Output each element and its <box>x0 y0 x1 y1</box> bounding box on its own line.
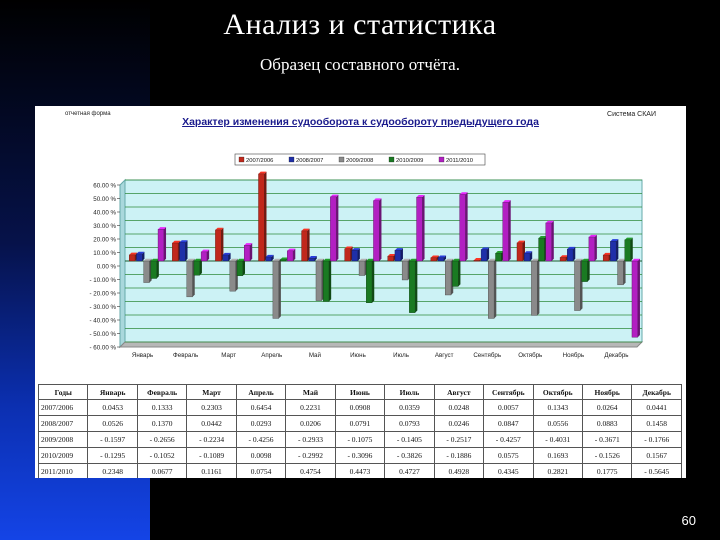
bar <box>366 261 372 303</box>
table-cell: 0.2348 <box>88 464 137 479</box>
x-tick-label: Октябрь <box>518 352 543 359</box>
y-tick-label: 0.00 % <box>96 263 116 271</box>
legend-swatch <box>339 157 344 162</box>
table-header-cell: Июль <box>385 385 434 400</box>
table-cell: 0.1343 <box>533 400 582 416</box>
bar <box>244 245 250 261</box>
x-tick-label: Июль <box>393 352 409 359</box>
bar-side <box>336 195 338 261</box>
bar <box>417 197 423 261</box>
bar <box>345 249 351 261</box>
table-cell: - 0.2992 <box>286 448 335 464</box>
table-cell: 0.1333 <box>137 400 186 416</box>
table-cell: 0.0248 <box>434 400 483 416</box>
table-cell: 0.1370 <box>137 416 186 432</box>
bar <box>618 261 624 285</box>
table-cell: 0.0556 <box>533 416 582 432</box>
x-tick-label: Январь <box>131 352 154 359</box>
table-cell: 0.4928 <box>434 464 483 479</box>
bar-chart <box>35 106 686 378</box>
bar-side <box>200 259 202 275</box>
y-tick-label: 40.00 % <box>93 209 116 217</box>
table-cell: - 0.1526 <box>582 448 631 464</box>
report-title: Характер изменения судооборота к судообороту предыдущего года <box>182 116 539 128</box>
bar <box>560 257 566 261</box>
legend-label: 2010/2009 <box>396 158 424 165</box>
table-cell: - 0.3096 <box>335 448 384 464</box>
bar <box>531 261 537 315</box>
bar-side <box>243 259 245 276</box>
table-cell: 0.0908 <box>335 400 384 416</box>
bar <box>409 261 415 313</box>
table-cell: 0.2303 <box>187 400 236 416</box>
table-cell: - 0.2517 <box>434 432 483 448</box>
bar <box>194 261 200 275</box>
bar <box>316 261 322 301</box>
bar-side <box>458 259 460 287</box>
bar-side <box>509 200 511 261</box>
y-tick-label: 60.00 % <box>93 182 116 190</box>
report-panel <box>35 106 686 478</box>
table-cell: 0.0246 <box>434 416 483 432</box>
y-tick-label: 20.00 % <box>93 236 116 244</box>
bar <box>287 251 293 261</box>
table-cell: - 0.2656 <box>137 432 186 448</box>
table-cell: 0.1567 <box>632 448 682 464</box>
table-cell: - 0.1766 <box>632 432 682 448</box>
legend-swatch <box>389 157 394 162</box>
table-header-row <box>39 385 682 400</box>
bar <box>503 202 509 261</box>
table-cell: 0.4727 <box>385 464 434 479</box>
bar <box>574 261 580 311</box>
bar <box>445 261 451 295</box>
table-cell: - 0.2234 <box>187 432 236 448</box>
table-cell: 0.0883 <box>582 416 631 432</box>
bar <box>280 260 286 261</box>
x-tick-label: Февраль <box>173 352 199 359</box>
table-cell: - 0.3826 <box>385 448 434 464</box>
bar <box>172 243 178 261</box>
legend-swatch <box>289 157 294 162</box>
bar-side <box>379 198 381 261</box>
bar <box>187 261 193 297</box>
x-tick-label: Август <box>434 352 454 359</box>
bar <box>309 258 315 261</box>
table-cell: 0.0791 <box>335 416 384 432</box>
x-tick-label: Апрель <box>261 352 283 359</box>
bar-side <box>487 247 489 261</box>
legend-swatch <box>239 157 244 162</box>
y-tick-label: 30.00 % <box>93 223 116 230</box>
table-header-cell: Сентябрь <box>484 385 533 400</box>
bar <box>237 261 243 276</box>
table-cell: 0.0264 <box>582 400 631 416</box>
bar <box>201 252 207 261</box>
table-cell: 0.4473 <box>335 464 384 479</box>
table-cell: 0.4345 <box>484 464 533 479</box>
slide-subtitle: Образец составного отчёта. <box>260 55 460 74</box>
slide-title: Анализ и статистика <box>223 8 497 41</box>
bar-side <box>631 238 633 261</box>
table-cell: - 0.1405 <box>385 432 434 448</box>
table-cell: 0.0677 <box>137 464 186 479</box>
bar <box>481 250 487 261</box>
bar <box>373 201 379 261</box>
table-cell: - 0.1295 <box>88 448 137 464</box>
table-header-cell: Апрель <box>236 385 285 400</box>
table-cell: 0.0057 <box>484 400 533 416</box>
y-tick-label: - 50.00 % <box>89 331 116 338</box>
bar <box>302 231 308 261</box>
bar <box>452 261 458 286</box>
bar <box>158 229 164 261</box>
bar <box>395 250 401 261</box>
x-tick-label: Март <box>221 352 237 359</box>
bar <box>180 243 186 261</box>
chart-floor <box>120 342 642 347</box>
bar-side <box>422 195 424 261</box>
table-cell: 0.0293 <box>236 416 285 432</box>
bar <box>266 257 272 261</box>
table-cell: 0.0847 <box>484 416 533 432</box>
table-row <box>39 448 682 464</box>
bar <box>546 223 552 261</box>
table-row <box>39 400 682 416</box>
bar-side <box>638 259 640 337</box>
bar-side <box>250 243 252 261</box>
bar <box>215 230 221 261</box>
bar-side <box>587 259 589 282</box>
legend-label: 2009/2008 <box>346 158 374 165</box>
bar <box>603 255 609 261</box>
table-cell: 0.0453 <box>88 400 137 416</box>
bar-side <box>465 192 467 261</box>
table-cell: 0.1693 <box>533 448 582 464</box>
bar-side <box>264 172 266 261</box>
bar-side <box>307 229 309 261</box>
bar <box>273 261 279 318</box>
bar <box>151 261 157 278</box>
table-cell: - 0.1052 <box>137 448 186 464</box>
table-row <box>39 464 682 479</box>
bar-side <box>595 235 597 261</box>
bar <box>352 250 358 261</box>
table-cell: 0.0575 <box>484 448 533 464</box>
table-cell: - 0.5645 <box>632 464 682 479</box>
bar <box>539 238 545 261</box>
bar <box>129 255 135 261</box>
bar <box>460 194 466 261</box>
table-cell: 0.2821 <box>533 464 582 479</box>
table-cell: - 0.1597 <box>88 432 137 448</box>
bar-side <box>157 259 159 279</box>
table-row <box>39 416 682 432</box>
table-cell: 0.0359 <box>385 400 434 416</box>
bar <box>223 255 229 261</box>
page-number: 60 <box>681 513 696 528</box>
bar-side <box>185 240 187 261</box>
legend-label: 2011/2010 <box>446 158 473 165</box>
bar-side <box>329 259 331 302</box>
table-row <box>39 432 682 448</box>
bar-side <box>573 247 575 261</box>
bar <box>144 261 150 283</box>
bar <box>431 258 437 261</box>
table-header-cell: Ноябрь <box>582 385 631 400</box>
table-cell: - 0.4257 <box>484 432 533 448</box>
y-tick-label: - 40.00 % <box>89 317 116 325</box>
table-cell: 0.0754 <box>236 464 285 479</box>
table-cell: 0.0206 <box>286 416 335 432</box>
report-header-left: отчетная форма <box>65 111 111 117</box>
bar <box>524 253 530 261</box>
table-row-label: 2007/2006 <box>39 400 88 416</box>
bar <box>230 261 236 291</box>
bar <box>136 254 142 261</box>
table-header-cell: Июнь <box>335 385 384 400</box>
table-header-cell: Февраль <box>137 385 186 400</box>
table-row-label: 2011/2010 <box>39 464 88 479</box>
x-tick-label: Май <box>308 352 321 359</box>
table-cell: 0.6454 <box>236 400 285 416</box>
table-header-cell: Март <box>187 385 236 400</box>
table-body <box>39 400 682 479</box>
bar <box>582 261 588 282</box>
bar <box>589 237 595 261</box>
table-header-cell: Декабрь <box>632 385 682 400</box>
data-table <box>38 384 682 478</box>
bar <box>330 197 336 261</box>
bar-side <box>415 259 417 313</box>
table-cell: 0.4754 <box>286 464 335 479</box>
y-tick-label: 50.00 % <box>93 196 116 203</box>
bar <box>438 258 444 261</box>
legend-label: 2008/2007 <box>296 158 324 165</box>
table-cell: - 0.1886 <box>434 448 483 464</box>
bar-side <box>552 221 554 261</box>
table-row-label: 2008/2007 <box>39 416 88 432</box>
table-header-cell: Май <box>286 385 335 400</box>
bar <box>625 240 631 261</box>
bar <box>632 261 638 337</box>
x-tick-label: Ноябрь <box>562 352 585 359</box>
table-cell: - 0.4256 <box>236 432 285 448</box>
table-cell: 0.1161 <box>187 464 236 479</box>
bar <box>567 249 573 261</box>
y-tick-label: - 30.00 % <box>89 304 116 311</box>
table-row-label: 2009/2008 <box>39 432 88 448</box>
bar-side <box>372 259 374 303</box>
table-cell: 0.1458 <box>632 416 682 432</box>
table-cell: 0.1775 <box>582 464 631 479</box>
y-tick-label: 10.00 % <box>93 250 116 257</box>
y-tick-label: - 60.00 % <box>89 344 116 352</box>
table-cell: - 0.2933 <box>286 432 335 448</box>
x-tick-label: Декабрь <box>604 352 629 359</box>
table-cell: 0.0098 <box>236 448 285 464</box>
bar-side <box>279 259 281 319</box>
table-header-cell: Октябрь <box>533 385 582 400</box>
table-cell: 0.0441 <box>632 400 682 416</box>
chart-side-wall <box>120 180 125 347</box>
bar <box>610 241 616 261</box>
table-cell: - 0.4031 <box>533 432 582 448</box>
report-header-right: Система СКАИ <box>607 111 656 118</box>
table-cell: 0.0442 <box>187 416 236 432</box>
bar-side <box>537 259 539 316</box>
bar <box>474 260 480 261</box>
bar-side <box>358 248 360 261</box>
bar-side <box>623 259 625 285</box>
bar <box>402 261 408 280</box>
y-tick-label: - 20.00 % <box>89 290 116 298</box>
bar-side <box>494 259 496 319</box>
bar <box>517 243 523 261</box>
x-tick-label: Сентябрь <box>473 352 502 359</box>
bar <box>323 261 329 301</box>
bar-side <box>401 248 403 261</box>
table-row-label: 2010/2009 <box>39 448 88 464</box>
table-cell: 0.0526 <box>88 416 137 432</box>
table-cell: - 0.1075 <box>335 432 384 448</box>
legend-swatch <box>439 157 444 162</box>
table-cell: 0.2231 <box>286 400 335 416</box>
x-tick-label: Июнь <box>350 352 366 359</box>
table-cell: 0.0793 <box>385 416 434 432</box>
table-cell: - 0.1089 <box>187 448 236 464</box>
bar <box>496 253 502 261</box>
bar <box>488 261 494 318</box>
legend-label: 2007/2006 <box>246 158 274 165</box>
table-header-cell: Годы <box>39 385 88 400</box>
bar <box>388 256 394 261</box>
bar <box>359 261 365 276</box>
bar <box>258 174 264 261</box>
y-tick-label: - 10.00 % <box>89 277 116 284</box>
bar-side <box>616 239 618 261</box>
table-header-cell: Январь <box>88 385 137 400</box>
bar-side <box>164 227 166 261</box>
table-cell: - 0.3671 <box>582 432 631 448</box>
table-header-cell: Август <box>434 385 483 400</box>
